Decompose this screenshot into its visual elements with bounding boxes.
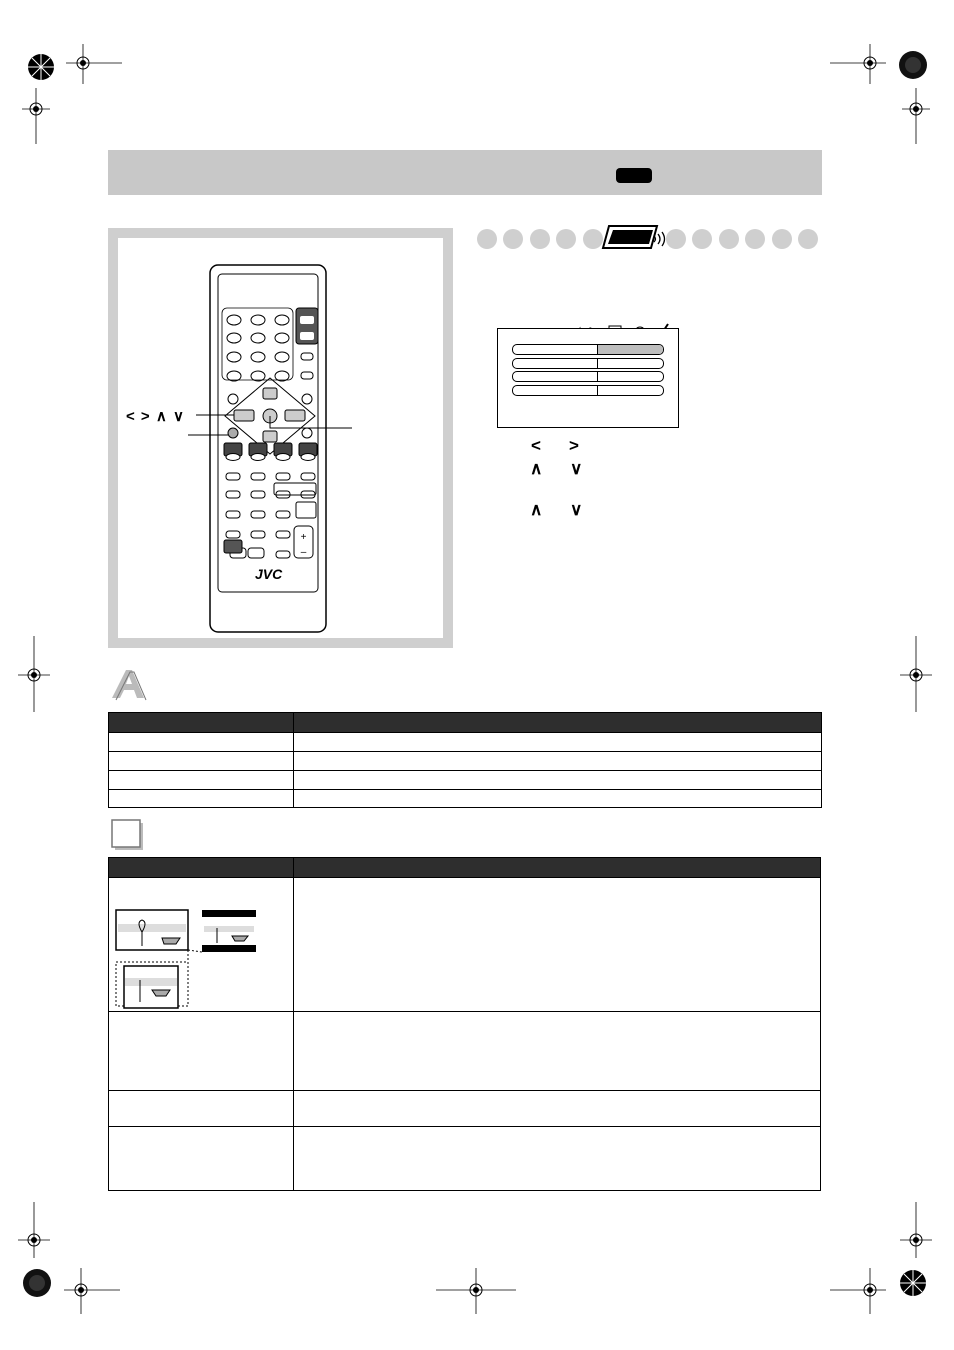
menu-option-row	[512, 371, 664, 382]
down-arrow-glyph: ∨	[570, 500, 583, 519]
menu-option-row	[512, 358, 664, 369]
crosshair-mark-icon	[16, 636, 52, 712]
step-dot	[745, 229, 765, 249]
right-arrow-glyph: >	[569, 436, 579, 455]
step-dot	[530, 229, 550, 249]
svg-text:–: –	[300, 547, 307, 558]
up-arrow-glyph: ∧	[530, 500, 543, 519]
registration-mark-icon	[898, 1268, 928, 1298]
menu-option-selected	[597, 345, 663, 354]
step-dot	[719, 229, 739, 249]
crosshair-mark-icon	[64, 1268, 120, 1314]
language-settings-table	[108, 712, 822, 808]
language-menu-icon	[110, 668, 150, 702]
page-header-bar	[108, 150, 822, 195]
disc-type-badge	[616, 168, 652, 183]
table-row	[109, 1127, 821, 1191]
step-dot	[666, 229, 686, 249]
registration-mark-icon	[26, 52, 56, 82]
step-dot	[477, 229, 497, 249]
step-dot	[798, 229, 818, 249]
crosshair-mark-icon	[830, 1268, 886, 1314]
remote-arrow-label: < > ∧ ∨	[126, 408, 185, 425]
menu-option-row	[512, 344, 664, 355]
table-row	[109, 752, 822, 771]
svg-text:+: +	[300, 532, 307, 543]
table-row	[109, 790, 822, 808]
crosshair-mark-icon	[18, 88, 54, 144]
table-header-cell	[109, 713, 294, 733]
crosshair-mark-icon	[898, 1202, 934, 1258]
registration-mark-icon	[898, 50, 928, 80]
table-row	[109, 1091, 821, 1127]
up-arrow-glyph: ∧	[530, 459, 543, 478]
left-arrow-glyph: <	[531, 436, 541, 455]
table-header-cell	[294, 858, 821, 878]
table-header-cell	[109, 858, 294, 878]
step-dot	[772, 229, 792, 249]
table-row	[109, 733, 822, 752]
remote-signal-icon	[599, 222, 671, 254]
picture-menu-icon	[110, 818, 146, 852]
setup-menu-screen	[497, 328, 679, 428]
registration-mark-icon	[22, 1268, 52, 1298]
crosshair-mark-icon	[66, 44, 122, 84]
crosshair-mark-icon	[436, 1268, 516, 1314]
crosshair-mark-icon	[898, 88, 934, 144]
crosshair-mark-icon	[830, 44, 886, 84]
down-arrow-glyph: ∨	[570, 459, 583, 478]
step-dot	[556, 229, 576, 249]
crosshair-mark-icon	[898, 636, 934, 712]
remote-brand-logo: JVC	[255, 566, 283, 582]
step-dot	[503, 229, 523, 249]
table-row	[109, 1012, 821, 1091]
monitor-type-illustration	[112, 906, 262, 1010]
menu-option-row	[512, 385, 664, 396]
step-dot	[692, 229, 712, 249]
crosshair-mark-icon	[16, 1202, 52, 1258]
table-header-cell	[294, 713, 822, 733]
table-row	[109, 771, 822, 790]
